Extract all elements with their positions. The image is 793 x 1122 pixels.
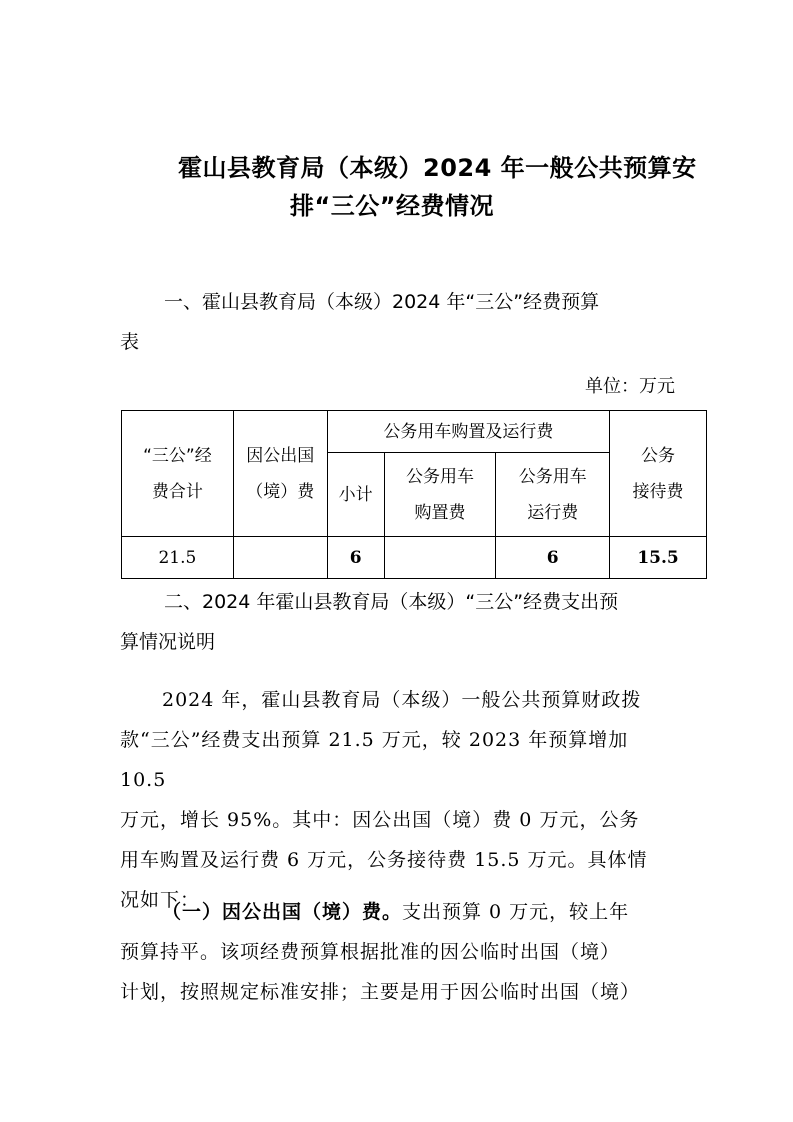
paragraph-line: 款“三公”经费支出预算 21.5 万元，较 2023 年预算增加 10.5: [120, 729, 629, 791]
section-2-heading: [120, 582, 680, 662]
paragraph-line: 计划，按照规定标准安排；主要是用于因公临时出国（境）: [120, 981, 641, 1003]
cell-abroad: [233, 537, 327, 579]
cell-subtotal: 6: [327, 537, 384, 579]
paragraph-line: 用车购置及运行费 6 万元，公务接待费 15.5 万元。具体情: [120, 849, 648, 871]
budget-table: [121, 410, 707, 579]
header-reception: [610, 411, 707, 537]
cell-reception: 15.5: [610, 537, 707, 579]
table-row: [122, 537, 707, 579]
header-operation-line-2: 运行费: [527, 502, 579, 523]
cell-operation: 6: [496, 537, 610, 579]
table-header-row-1: [122, 411, 707, 453]
header-operation-line-1: 公务用车: [518, 466, 587, 487]
paragraph-line: 况如下：: [120, 889, 201, 911]
header-subtotal: 小计: [327, 453, 384, 537]
paragraph-line-rest: 支出预算 0 万元，较上年: [402, 901, 630, 923]
subheading-abroad: （一）因公出国（境）费。: [162, 901, 403, 923]
header-abroad-line-2: （境）费: [246, 481, 315, 502]
paragraph-summary: [120, 680, 680, 920]
document-title-line-1: 霍山县教育局（本级）2024 年一般公共预算安: [178, 154, 697, 182]
header-vehicle-group: 公务用车购置及运行费: [327, 411, 609, 453]
document-title-line-2: 排“三公”经费情况: [290, 192, 495, 220]
header-operation: [496, 453, 610, 537]
section-2-heading-line-2: 算情况说明: [120, 631, 216, 653]
header-purchase-line-1: 公务用车: [405, 466, 474, 487]
header-reception-line-2: 接待费: [632, 481, 684, 502]
cell-total: 21.5: [122, 537, 234, 579]
section-1-heading-line-1: 一、霍山县教育局（本级）2024 年“三公”经费预算: [164, 291, 600, 313]
header-abroad: [233, 411, 327, 537]
unit-label: 单位：万元: [585, 376, 675, 397]
section-1-heading-line-2: 表: [120, 331, 140, 353]
header-total-line-2: 费合计: [151, 481, 203, 502]
paragraph-line: 2024 年，霍山县教育局（本级）一般公共预算财政拨: [162, 689, 642, 711]
header-total: [122, 411, 234, 537]
header-purchase-line-2: 购置费: [414, 502, 466, 523]
header-total-line-1: “三公”经: [143, 445, 212, 466]
header-abroad-line-1: 因公出国: [246, 445, 315, 466]
cell-purchase: [384, 537, 496, 579]
paragraph-line: 预算持平。该项经费预算根据批准的因公临时出国（境）: [120, 941, 621, 963]
paragraph-line: [120, 892, 680, 932]
section-1-heading: [120, 282, 680, 362]
header-purchase: [384, 453, 496, 537]
section-2-heading-line-1: 二、2024 年霍山县教育局（本级）“三公”经费支出预: [164, 591, 619, 613]
paragraph-abroad: [120, 892, 680, 1012]
paragraph-line: 万元，增长 95%。其中：因公出国（境）费 0 万元，公务: [120, 809, 640, 831]
header-reception-line-1: 公务: [641, 445, 676, 466]
